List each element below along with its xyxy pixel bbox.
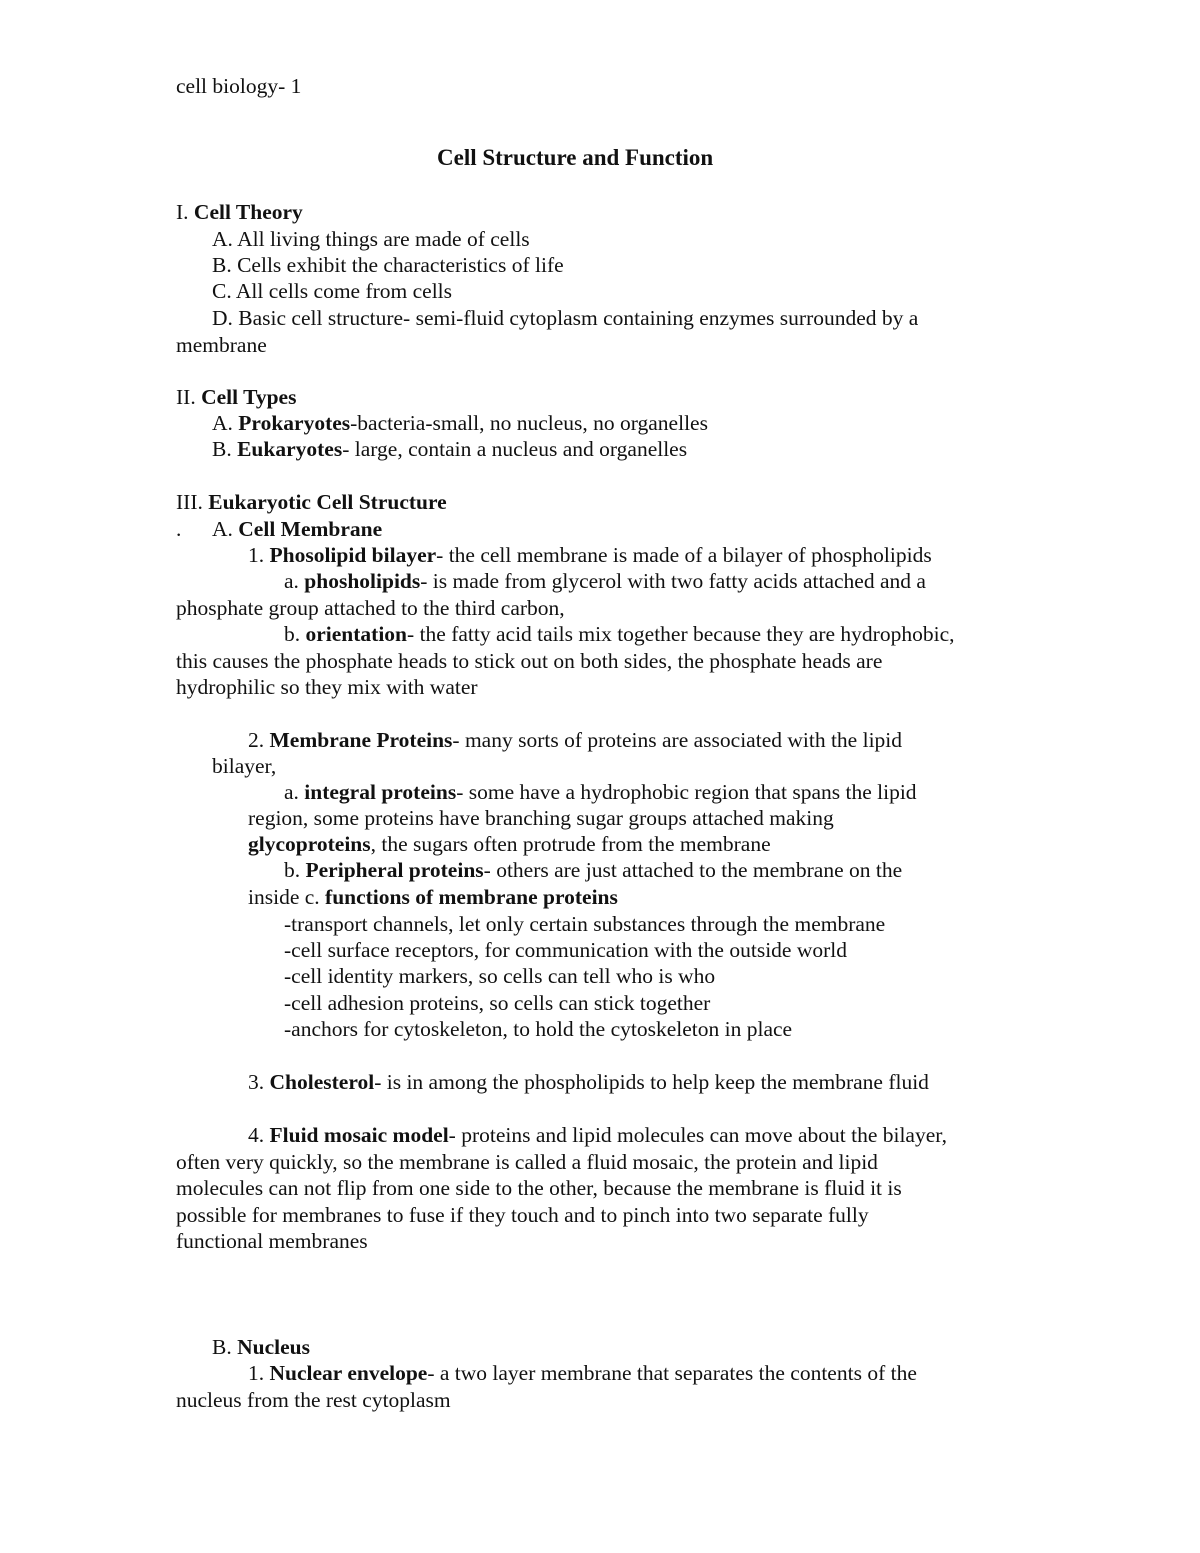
list-item-continuation: hydrophilic so they mix with water <box>176 675 478 699</box>
list-item: -cell adhesion proteins, so cells can stick together <box>284 991 711 1015</box>
subsection-heading-cell-membrane: A. Cell Membrane <box>212 517 383 541</box>
list-item: A. Prokaryotes-bacteria-small, no nucleus, no organelles <box>212 411 708 435</box>
list-item: a. phosholipids- is made from glycerol with two fatty acids attached and a <box>284 569 926 593</box>
list-item: 1. Nuclear envelope- a two layer membrane that separates the contents of the <box>248 1361 917 1385</box>
list-item: a. integral proteins- some have a hydrophobic region that spans the lipid <box>284 780 917 804</box>
stray-period: . <box>176 517 182 541</box>
list-item: -anchors for cytoskeleton, to hold the cytoskeleton in place <box>284 1017 793 1041</box>
list-item: B. Cells exhibit the characteristics of life <box>212 253 564 277</box>
list-item-continuation: phosphate group attached to the third carbon, <box>176 596 565 620</box>
list-item: 2. Membrane Proteins- many sorts of proteins are associated with the lipid <box>248 728 903 752</box>
list-item-continuation: this causes the phosphate heads to stick out on both sides, the phosphate heads are <box>176 649 883 673</box>
page-title: Cell Structure and Function <box>437 145 714 170</box>
list-item: B. Eukaryotes- large, contain a nucleus and organelles <box>212 437 688 461</box>
list-item-continuation: glycoproteins, the sugars often protrude from the membrane <box>248 832 771 856</box>
list-item: -cell identity markers, so cells can tell who is who <box>284 964 716 988</box>
list-item: b. Peripheral proteins- others are just attached to the membrane on the <box>284 858 903 882</box>
section-heading-eukaryotic-cell-structure: III. Eukaryotic Cell Structure <box>176 490 447 514</box>
list-item-continuation: nucleus from the rest cytoplasm <box>176 1388 451 1412</box>
list-item: b. orientation- the fatty acid tails mix together because they are hydrophobic, <box>284 622 955 646</box>
list-item: -transport channels, let only certain substances through the membrane <box>284 912 886 936</box>
subsection-heading-nucleus: B. Nucleus <box>212 1335 310 1359</box>
running-head: cell biology- 1 <box>176 74 302 98</box>
list-item: D. Basic cell structure- semi-fluid cytoplasm containing enzymes surrounded by a <box>212 306 919 330</box>
list-item-continuation: bilayer, <box>212 754 277 778</box>
list-item: 3. Cholesterol- is in among the phospholipids to help keep the membrane fluid <box>248 1070 929 1094</box>
list-item-continuation: membrane <box>176 333 267 357</box>
list-item: 1. Phosolipid bilayer- the cell membrane is made of a bilayer of phospholipids <box>248 543 932 567</box>
list-item: C. All cells come from cells <box>212 279 453 303</box>
list-item-continuation: molecules can not flip from one side to the other, because the membrane is fluid it is <box>176 1176 902 1200</box>
list-item-continuation: region, some proteins have branching sugar groups attached making <box>248 806 834 830</box>
section-heading-cell-theory: I. Cell Theory <box>176 200 303 224</box>
list-item: -cell surface receptors, for communication with the outside world <box>284 938 847 962</box>
list-item-continuation: often very quickly, so the membrane is called a fluid mosaic, the protein and lipid <box>176 1150 878 1174</box>
list-item-continuation: possible for membranes to fuse if they touch and to pinch into two separate fully <box>176 1203 869 1227</box>
list-item-continuation: functional membranes <box>176 1229 368 1253</box>
list-item: 4. Fluid mosaic model- proteins and lipid molecules can move about the bilayer, <box>248 1123 947 1147</box>
list-item-continuation: inside c. functions of membrane proteins <box>248 885 618 909</box>
section-heading-cell-types: II. Cell Types <box>176 385 297 409</box>
list-item: A. All living things are made of cells <box>212 227 530 251</box>
